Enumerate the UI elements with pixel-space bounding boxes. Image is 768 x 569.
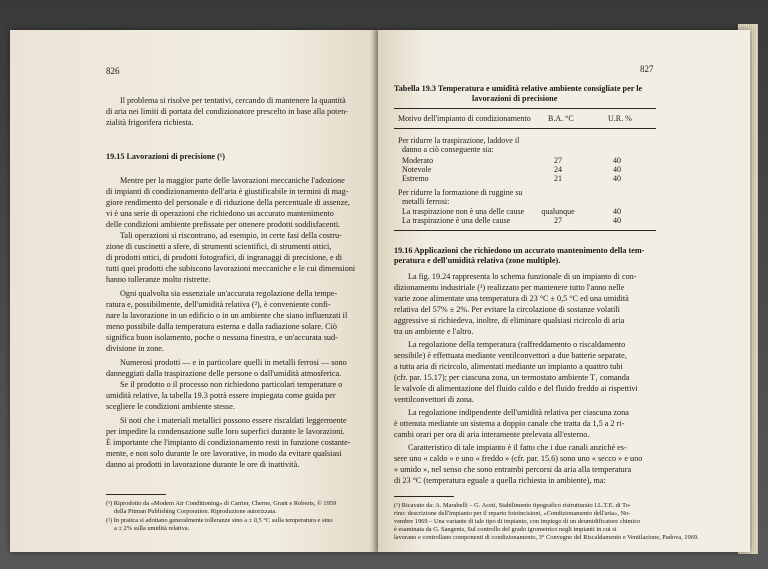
- body-line: sere uno « caldo » e uno « freddo » (cfr. par. 15.6) sono uno « secco » e uno: [394, 454, 643, 463]
- table-caption: Tabella 19.3 Temperatura e umidità relative ambiente consigliate per le: [394, 84, 643, 93]
- table-cell-ba: 24: [554, 165, 562, 174]
- footnote-rule: [394, 496, 454, 497]
- body-line: ratura e, possibilmente, dell'umidità relativa (²), è conveniente confi-: [106, 300, 331, 309]
- body-line: meno possibile dalla temperatura esterna e dalla radiazione solare. Ciò: [106, 322, 337, 331]
- table-cell-ur: 40: [613, 165, 621, 174]
- table-caption: lavorazioni di precisione: [472, 94, 558, 103]
- table-cell-ur: 40: [613, 207, 621, 216]
- left-page-number: 826: [106, 66, 120, 76]
- table-header-ba: B.A. °C: [548, 114, 574, 123]
- body-line: varie zone alimentate una temperatura di 23 °C ± 0,5 °C ed una umidità: [394, 294, 629, 303]
- body-line: relativa del 57% ± 2%. Per evitare la circolazione di sostanze volatili: [394, 305, 620, 314]
- table-row-label: Per ridurre la traspirazione, laddove il: [398, 136, 520, 145]
- right-page-number: 827: [640, 64, 654, 74]
- section-heading: peratura e dell'umidità relativa (zone multiple).: [394, 256, 561, 265]
- body-line: Mentre per la maggior parte delle lavorazioni meccaniche l'adozione: [120, 176, 345, 185]
- body-line: Caratteristico di tale impianto è il fatto che i due canali anziché es-: [408, 443, 627, 452]
- table-header-motivo: Motivo dell'impianto di condizionamento: [398, 114, 531, 123]
- body-line: umidità relative, la tabella 19.3 potrà essere impiegata come guida per: [106, 391, 336, 400]
- body-line: per impedire la condensazione sulle loro superfici durante le lavorazioni.: [106, 427, 345, 436]
- table-cell-ba: 27: [554, 156, 562, 165]
- body-line: giore rendimento del personale e di riduzione della percentuale di assenze,: [106, 198, 350, 207]
- left-page: [10, 30, 378, 552]
- table-row-label: La traspirazione non è una delle cause: [402, 207, 525, 216]
- table-row-label: La traspirazione è una delle cause: [402, 216, 511, 225]
- table-row-label: metalli ferrosi:: [402, 197, 450, 206]
- body-line: La fig. 19.24 rappresenta lo schema funzionale di un impianto di con-: [408, 272, 637, 281]
- right-page: [378, 30, 750, 552]
- table-row-label: Notevole: [402, 165, 432, 174]
- body-line: aggressive si richiedeva, inoltre, di eliminare qualsiasi ricircolo di aria: [394, 316, 625, 325]
- body-line: tra un ambiente e l'altro.: [394, 327, 474, 336]
- body-line: a tutta aria di ricircolo, alimentati mediante un impianto a quattro tubi: [394, 362, 623, 371]
- table-cell-ur: 40: [613, 174, 621, 183]
- body-line: cambi orari per ora di aria interamente prelevata all'esterno.: [394, 430, 590, 439]
- table-row-label: Moderato: [402, 156, 434, 165]
- body-line: Numerosi prodotti — e in particolare quelli in metalli ferrosi — sono: [120, 358, 347, 367]
- body-line: sensibile) è effettuata mediante ventilconvettori a due batterie separate,: [394, 351, 627, 360]
- table-row-label: Per ridurre la formazione di ruggine su: [398, 188, 523, 197]
- table-cell-ba: 27: [554, 216, 562, 225]
- body-line: significa buon isolamento, poche o nessuna finestra, e un'accurata sud-: [106, 333, 338, 342]
- body-line: Tali operazioni si riscontrano, ad esempio, in certe fasi della costru-: [120, 231, 342, 240]
- table-cell-ba: qualunque: [541, 207, 575, 216]
- table-rule: [394, 108, 656, 109]
- body-line: ventilconvettori di zona.: [394, 395, 474, 404]
- body-line: di impianti di condizionamento dell'aria è giustificabile in termini di mag-: [106, 187, 349, 196]
- body-line: scegliere le condizioni ambiente stesse.: [106, 402, 235, 411]
- footnote-line: della Pitman Publishing Corporation. Riproduzione autorizzata.: [114, 508, 277, 515]
- body-line: delle condizioni ambiente prefissate per ottenere prodotti soddisfacenti.: [106, 220, 341, 229]
- body-line: La regolazione della temperatura (raffreddamento o riscaldamento: [408, 340, 626, 349]
- intro-line: zialità frigorifera richiesta.: [106, 118, 194, 127]
- body-line: Ogni qualvolta sia essenziale un'accurata regolazione della tempe-: [120, 289, 338, 298]
- footnote-line: lavorano e controllano componenti di condizionamento, 3° Convegno del Riscaldamento e Ventilazione, Padova, 1969.: [394, 534, 699, 541]
- footnote-rule: [106, 494, 166, 495]
- footnote-line: (¹) Riprodotto da «Modern Air Conditioning» di Carrier, Cherne, Grant e Roberts, © 1959: [106, 500, 337, 507]
- body-line: le valvole di alimentazione del fluido caldo e del fluido freddo ai rispettivi: [394, 384, 638, 393]
- body-line: tutti quei prodotti che subiscono lavorazioni meccaniche e le cui dimensioni: [106, 264, 356, 273]
- body-line: mente, e non solo durante le ore lavorative, in modo da evitare qualsiasi: [106, 449, 342, 458]
- body-line: è ottenuta mediante un sistema a doppio canale che tratta da 1,5 a 2 ri-: [394, 419, 625, 428]
- footnote-line: (²) In pratica si adottano generalmente tolleranze sino a ± 0,5 °C sulla temperatura e sino: [106, 517, 333, 524]
- section-heading: 19.16 Applicazioni che richiedono un accurato mantenimento della tem-: [394, 246, 645, 255]
- body-line: È importante che l'impianto di condizionamento resti in funzione costante-: [106, 438, 351, 447]
- body-line: dizionamento industriale (¹) realizzato per mantenere tutto l'anno nelle: [394, 283, 625, 292]
- table-header-ur: U.R. %: [608, 114, 632, 123]
- body-line: (cfr. par. 15.17); per ciascuna zona, un termostato ambiente T₁ comanda: [394, 373, 630, 382]
- body-line: di prodotti ottici, di prodotti fotografici, di ingranaggi di precisione, e di: [106, 253, 343, 262]
- body-line: divisione in zone.: [106, 344, 164, 353]
- footnote-line: (¹) Ricavato da: A. Marabelli – G. Aceti, Stabilimento tipografico ristrutturato I.L.T.E. di To-: [394, 502, 631, 509]
- footnote-line: a ± 2% sulla umidità relativa.: [114, 525, 190, 532]
- body-line: « umido », nel senso che sono entrambi percorsi da aria alla temperatura: [394, 465, 632, 474]
- intro-line: di aria nei limiti di portata del condizionatore prescelto in base alla poten-: [106, 107, 348, 116]
- table-row-label: danno a ciò conseguente sia:: [402, 145, 494, 154]
- body-line: di 23 °C (temperatura eguale a quella richiesta in ambiente), ma:: [394, 476, 606, 485]
- table-cell-ur: 40: [613, 156, 621, 165]
- body-line: Se il prodotto o il processo non richiedono particolari temperature o: [120, 380, 343, 389]
- table-rule: [394, 128, 656, 129]
- body-line: zione di cuscinetti a sfere, di strumenti scientifici, di strumenti ottici,: [106, 242, 332, 251]
- body-line: danno ai prodotti in lavorazione durante le ore di inattività.: [106, 460, 300, 469]
- table-row-label: Estremo: [402, 174, 429, 183]
- footnote-line: vembre 1969 – Una variante di tale tipo di impianto, con impiego di un deumidificatore chimico: [394, 518, 641, 525]
- footnote-line: è esaminata da G. Sangenis, Sul controllo del grado igrometrico negli impianti in cui si: [394, 526, 617, 533]
- table-cell-ba: 21: [554, 174, 562, 183]
- section-heading: 19.15 Lavorazioni di precisione (¹): [106, 152, 225, 161]
- body-line: La regolazione indipendente dell'umidità relativa per ciascuna zona: [408, 408, 629, 417]
- intro-line: Il problema si risolve per tentativi, cercando di mantenere la quantità: [120, 96, 346, 105]
- table-cell-ur: 40: [613, 216, 621, 225]
- body-line: vi è una serie di operazioni che richiedono un accurato mantenimento: [106, 209, 334, 218]
- body-line: Si noti che i materiali metallici possono essere riscaldati leggermente: [120, 416, 347, 425]
- body-line: nare la lavorazione in un edificio o in un ambiente che siano influenzati il: [106, 311, 348, 320]
- footnote-line: rino: descrizione dell'impianto per il reparto fotoincisioni, «Condizionamento dell'aria», No-: [394, 510, 631, 517]
- table-rule: [394, 230, 656, 231]
- body-line: danneggiati dalla traspirazione delle persone o dall'umidità atmosferica.: [106, 369, 342, 378]
- body-line: hanno tolleranze molto ristrette.: [106, 275, 211, 284]
